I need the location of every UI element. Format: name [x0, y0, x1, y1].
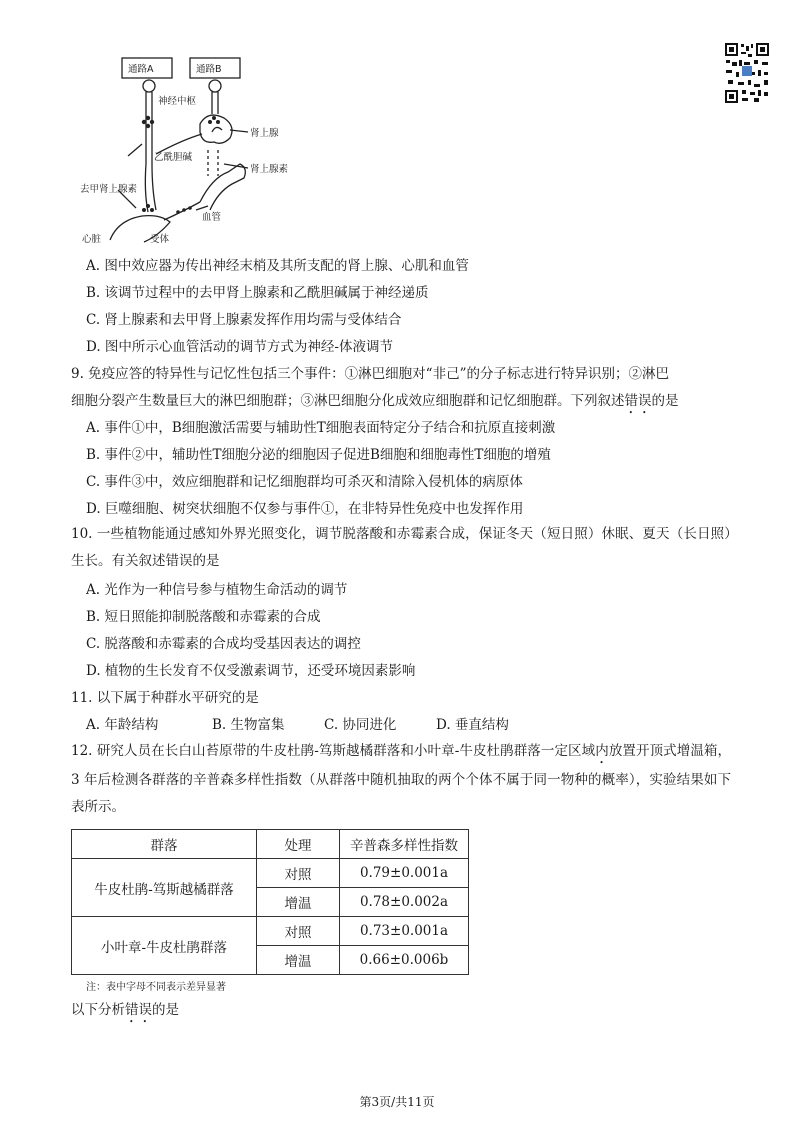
- table-cell: 对照: [257, 859, 340, 888]
- q10-stem: 10. 一些植物能通过感知外界光照变化，调节脱落酸和赤霉素合成，保证冬天（短日照）休眠、夏天（长日照）生长。有关叙述错误的是: [71, 526, 731, 569]
- q12-emphasis: 内: [595, 743, 609, 759]
- table-cell: 0.79±0.001a: [340, 859, 469, 888]
- q8-option-c: C. 肾上腺素和去甲肾上腺素发挥作用均需与受体结合: [86, 312, 402, 328]
- qr-code-icon: [724, 42, 770, 104]
- acetylcholine-label: 乙酰胆碱: [154, 152, 193, 163]
- table-row: [72, 917, 469, 946]
- q9-option-c: C. 事件③中，效应细胞群和记忆细胞群均可杀灭和清除入侵机体的病原体: [86, 474, 523, 490]
- table-header: 辛普森多样性指数: [340, 830, 469, 859]
- table-header: 群落: [72, 830, 257, 859]
- adrenaline-label: 肾上腺素: [250, 164, 289, 175]
- table-cell: 对照: [257, 917, 340, 946]
- q8-option-a: A. 图中效应器为传出神经末梢及其所支配的肾上腺、心肌和血管: [86, 258, 469, 274]
- table-cell: 增温: [257, 946, 340, 975]
- q10-option-b: B. 短日照能抑制脱落酸和赤霉素的合成: [86, 609, 321, 625]
- q12-question: 以下分析错误的是: [71, 1002, 179, 1018]
- table-cell: 0.73±0.001a: [340, 917, 469, 946]
- nerve-center-label: 神经中枢: [158, 96, 197, 107]
- table-cell-community: 牛皮杜鹃-笃斯越橘群落: [72, 859, 257, 917]
- q9-stem-line2: 细胞分裂产生数量巨大的淋巴细胞群；③淋巴细胞分化成效应细胞群和记忆细胞群。下列叙述错误的是: [71, 393, 679, 409]
- adrenal-gland-label: 肾上腺: [250, 128, 279, 139]
- q8-option-d: D. 图中所示心血管活动的调节方式为神经-体液调节: [86, 339, 393, 355]
- q11-option-d: D. 垂直结构: [436, 717, 509, 733]
- q9-emphasis: 错误: [624, 393, 652, 409]
- q11-stem: 11. 以下属于种群水平研究的是: [71, 690, 259, 706]
- path-a-label: 通路A: [128, 64, 154, 75]
- table-row: [72, 859, 469, 888]
- table-note: 注：表中字母不同表示差异显著: [86, 982, 226, 993]
- q11-option-b: B. 生物富集: [212, 717, 285, 733]
- q10-option-a: A. 光作为一种信号参与植物生命活动的调节: [86, 582, 348, 598]
- q11-option-c: C. 协同进化: [324, 717, 397, 733]
- table-cell-community: 小叶章-牛皮杜鹃群落: [72, 917, 257, 975]
- path-b-label: 通路B: [196, 64, 222, 75]
- neuro-humoral-diagram: [78, 52, 318, 248]
- table-header: 处理: [257, 830, 340, 859]
- table-cell: 0.78±0.002a: [340, 888, 469, 917]
- q9-option-a: A. 事件①中，B细胞激活需要与辅助性T细胞表面特定分子结合和抗原直接刺激: [86, 420, 556, 436]
- q12-question-emphasis: 错误: [125, 1002, 152, 1018]
- q11-options: [86, 715, 509, 735]
- q10-option-c: C. 脱落酸和赤霉素的合成均受基因表达的调控: [86, 636, 361, 652]
- q9-option-b: B. 事件②中，辅助性T细胞分泌的细胞因子促进B细胞和细胞毒性T细胞的增殖: [86, 447, 551, 463]
- q12-stem: 12. 研究人员在长白山苔原带的牛皮杜鹃-笃斯越橘群落和小叶章-牛皮杜鹃群落一定区域内放置开顶式增温箱，3 年后检测各群落的辛普森多样性指数（从群落中随机抽取的两个个体不属于同一物种的概率），实验结果如下表所示。: [71, 743, 732, 815]
- q9-option-d: D. 巨噬细胞、树突状细胞不仅参与事件①，在非特异性免疫中也发挥作用: [86, 501, 524, 517]
- blood-vessel-label: 血管: [202, 212, 222, 223]
- table-cell: 增温: [257, 888, 340, 917]
- q8-option-b: B. 该调节过程中的去甲肾上腺素和乙酰胆碱属于神经递质: [86, 285, 429, 301]
- page-number: 第3页/共11页: [359, 1095, 435, 1109]
- diversity-table: [71, 829, 469, 975]
- table-cell: 0.66±0.006b: [340, 946, 469, 975]
- noradrenaline-label: 去甲肾上腺素: [80, 184, 138, 195]
- receptor-label: 受体: [150, 234, 170, 245]
- table-header-row: [72, 830, 469, 859]
- q10-option-d: D. 植物的生长发育不仅受激素调节，还受环境因素影响: [86, 663, 416, 679]
- heart-label: 心脏: [82, 234, 102, 245]
- q9-stem-line1: 9. 免疫应答的特异性与记忆性包括三个事件：①淋巴细胞对“非己”的分子标志进行特异识别；②淋巴: [71, 366, 669, 382]
- q11-option-a: A. 年龄结构: [86, 717, 159, 733]
